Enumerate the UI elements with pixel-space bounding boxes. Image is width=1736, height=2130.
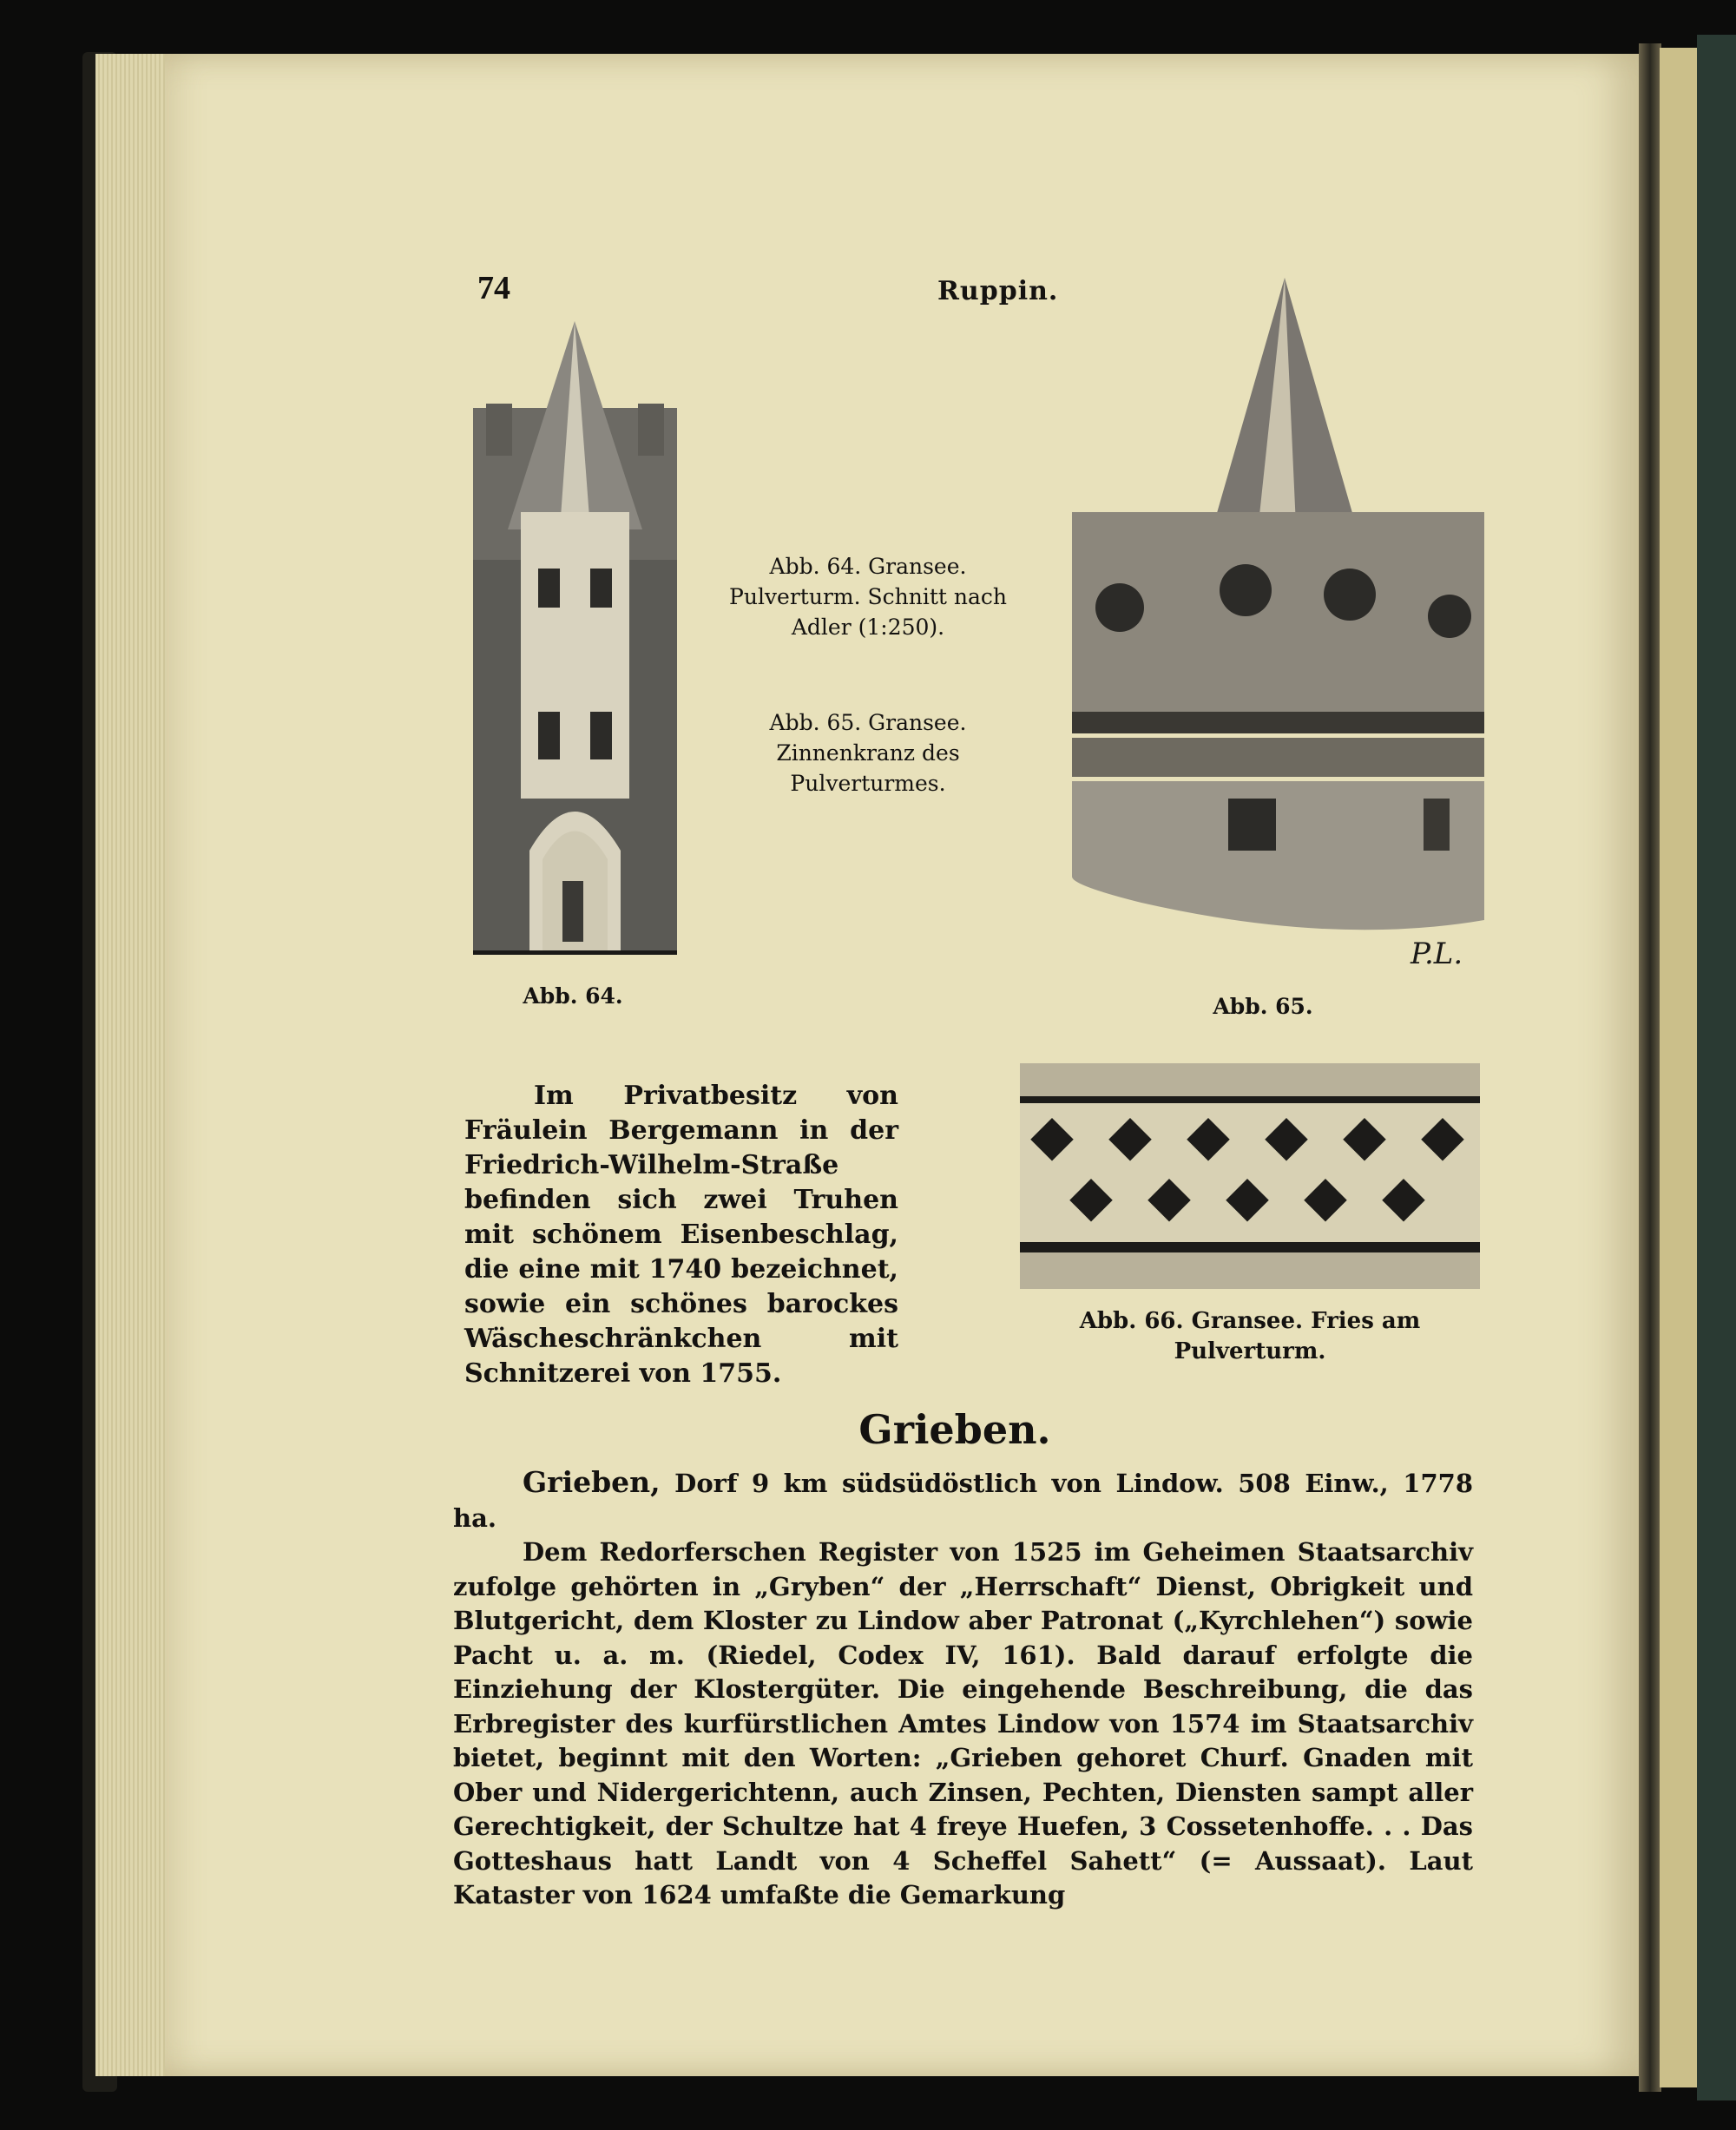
figure-65-caption-body: Zinnenkranz des Pulverturmes. (776, 740, 960, 796)
figure-64-tower-section (473, 321, 677, 955)
book-cover-right (1697, 35, 1736, 2100)
book-gutter (1639, 43, 1661, 2092)
lead-rest: Dorf 9 km südsüdöstlich von Lindow. 508 Einw., 1778 ha. (453, 1469, 1473, 1533)
figure-64-caption (729, 551, 1007, 642)
running-head: Ruppin. (937, 276, 1059, 306)
figure-64-caption-body: Pulverturm. Schnitt nach Adler (1:250). (729, 584, 1007, 640)
lead-word: Grieben, (523, 1465, 661, 1499)
section-paragraph: Dem Redorferschen Register von 1525 im Geheimen Staatsarchiv zufolge gehörten in „Gryben“ der „Herrschaft“ Dienst, Obrigkeit und Blutgericht, dem Kloster zu Lindow aber Patronat („Kyrchlehen“) sowie Pacht u. a. m. (Riedel, Codex IV, 161). Bald darauf erfolgte die Einziehung der Klostergüter. Die eingehende Beschreibung, die das Erbregister des kurfürstlichen Amtes Lindow von 1574 im Staatsarchiv bietet, beginnt mit den Worten: „Grieben gehoret Churf. Gnaden mit Ober und Nidergerichtenn, auch Zinsen, Pechten, Diensten sampt aller Gerechtigkeit, der Schultze hat 4 freye Huefen, 3 Cossetenhoffe. . . Das Gotteshaus hatt Landt von 4 Scheffel Sahett“ (= Aussaat). Laut Kataster von 1624 umfaßte die Gemarkung (453, 1537, 1473, 1910)
figure-65-caption-title: Abb. 65. Gransee. (769, 710, 967, 735)
private-ownership-paragraph: Im Privatbesitz von Fräulein Bergemann in der Friedrich-Wilhelm-Straße befinden sich zwei Truhen mit schönem Eisenbeschlag, die eine mit 1740 bezeichnet, sowie ein schönes barockes Wäscheschränkchen mit Schnitzerei von 1755. (464, 1081, 898, 1389)
section-body (453, 1465, 1473, 1913)
section-title: Grieben. (858, 1406, 1051, 1453)
figure-65-caption (729, 707, 1007, 799)
figure-64-caption-title: Abb. 64. Gransee. (769, 554, 967, 579)
figure-66-caption: Abb. 66. Gransee. Fries am Pulverturm. (1079, 1308, 1421, 1364)
figure-66-frieze (1020, 1063, 1480, 1289)
figure-65-signature: P.L. (1410, 937, 1463, 971)
figure-65-label: Abb. 65. (1213, 994, 1313, 1019)
figure-65-turret-crown (1072, 278, 1484, 972)
figure-64-label: Abb. 64. (523, 983, 623, 1009)
page-number: 74 (477, 270, 510, 306)
section-lead-line (453, 1465, 1473, 1535)
